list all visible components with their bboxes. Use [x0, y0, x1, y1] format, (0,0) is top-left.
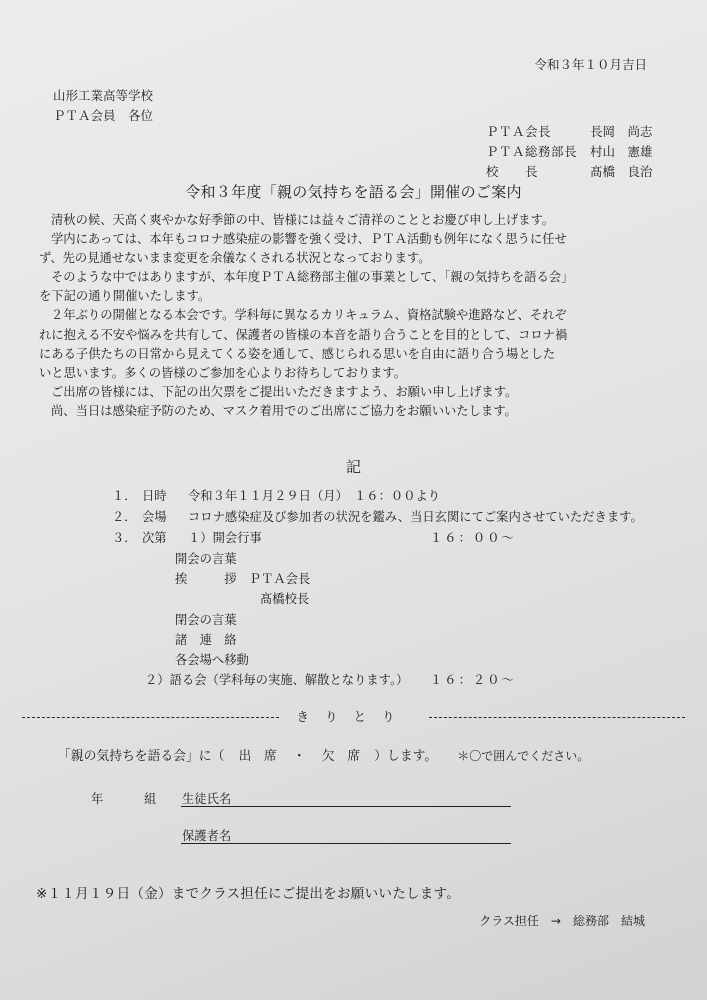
item-label: 日時 [142, 489, 167, 503]
opening-time: １６：００～ [430, 531, 516, 545]
cut-line [22, 711, 685, 724]
signer-pta-president [486, 122, 670, 142]
item-number: １． [112, 489, 137, 503]
dashed-line-right [429, 717, 686, 718]
submission-route: クラス担任 → 総務部 結城 [479, 914, 645, 928]
rsvp-note: ＊〇で囲んでください。 [457, 749, 590, 763]
guardian-name-label: 保護者名 [182, 829, 232, 843]
year-label: 年 [91, 792, 104, 806]
rsvp-prefix: 「親の気持ちを語る会」に（ [58, 749, 225, 764]
body-text [39, 211, 639, 421]
item-value: 令和３年１１月２９日（月） １６：００より [188, 489, 441, 503]
detail-program [112, 532, 262, 544]
attend-option[interactable]: 出 席 [238, 749, 277, 764]
program-item: 諸 連 絡 [175, 633, 237, 647]
body-line: れに抱える不安や悩みを共有して、保護者の皆様の本音を語り合うことを目的として、コロナ禍 [39, 327, 568, 342]
signer-role: ＰＴＡ会長 [486, 123, 552, 139]
body-line: いと思います。多くの皆様のご参加を心よりお待ちしております。 [39, 365, 406, 380]
recipient-school: 山形工業高等学校 [53, 88, 154, 103]
detail-venue [112, 511, 643, 523]
item-label: 次第 [142, 531, 167, 545]
body-line: 清秋の候、天高く爽やかな好季節の中、皆様には益々ご清祥のこととお慶び申し上げます。 [51, 213, 555, 227]
body-line: にある子供たちの日常から見えてくる姿を通して、感じられる思いを自由に語り合う場とした [39, 346, 556, 361]
program-item: 各会場へ移動 [175, 653, 249, 667]
rsvp-suffix: ）します。 [374, 749, 438, 764]
guardian-name-field[interactable] [181, 843, 511, 844]
signer-name: 村山 憲雄 [590, 143, 653, 159]
program-item: 挨 拶 ＰＴＡ会長 [175, 572, 311, 586]
signer-name: 髙橋 良治 [590, 163, 653, 179]
program-item: 髙橋校長 [260, 592, 310, 606]
signers-block [486, 122, 670, 182]
detail-datetime [112, 490, 440, 502]
signer-role: ＰＴＡ総務部長 [486, 143, 578, 159]
item-value: １）開会行事 [188, 531, 262, 545]
document-title: 令和３年度「親の気持ちを語る会」開催のご案内 [185, 183, 522, 201]
body-line: を下記の通り開催いたします。 [39, 289, 211, 304]
signer-role: 校 長 [486, 163, 539, 179]
absent-option[interactable]: 欠 席 [321, 749, 361, 764]
recipient-audience: ＰＴＡ会員 各位 [53, 108, 154, 123]
student-name-field[interactable] [181, 806, 511, 807]
issue-date: 令和３年１０月吉日 [534, 57, 647, 72]
body-line: そのような中ではありますが、本年度ＰＴＡ総務部主催の事業として、「親の気持ちを語る会」 [51, 270, 574, 285]
item-number: ３． [112, 531, 137, 545]
signer-name: 長岡 尚志 [590, 123, 653, 139]
program-item: 閉会の言葉 [175, 613, 237, 627]
program-item: 開会の言葉 [175, 552, 237, 566]
option-separator: ・ [292, 749, 306, 764]
body-line: ２年ぶりの開催となる本会です。学科毎に異なるカリキュラム、資格試験や進路など、それぞ [51, 308, 567, 323]
submission-deadline: ※１１月１９日（金）までクラス担任にご提出をお願いいたします。 [36, 886, 461, 902]
signer-principal [486, 162, 670, 182]
body-line: 尚、当日は感染症予防のため、マスク着用でのご出席にご協力をお願いいたします。 [51, 403, 517, 418]
talk-time: １６：２０～ [430, 673, 516, 687]
program-part2: ２）語る会（学科毎の実施、解散となります。） [145, 673, 409, 687]
item-label: 会場 [142, 510, 167, 524]
item-value: コロナ感染症及び参加者の状況を鑑み、当日玄関にてご案内させていただきます。 [188, 510, 643, 524]
class-label: 組 [144, 792, 157, 806]
student-name-label: 生徒氏名 [182, 792, 232, 806]
body-line: ご出席の皆様には、下記の出欠票をご提出いただきますよう、お願い申し上げます。 [51, 384, 518, 399]
body-line: 学内にあっては、本年もコロナ感染症の影響を強く受け、ＰＴＡ活動も例年になく思うに任せ [51, 232, 567, 247]
rsvp-line [58, 750, 589, 764]
body-line: ず、先の見通せないまま変更を余儀なくされる状況となっております。 [39, 251, 431, 266]
ki-heading: 記 [345, 458, 361, 476]
cut-label: きりとり [296, 709, 411, 724]
dashed-line-left [22, 717, 279, 718]
signer-general-affairs-head [486, 142, 670, 162]
item-number: ２． [112, 510, 137, 524]
